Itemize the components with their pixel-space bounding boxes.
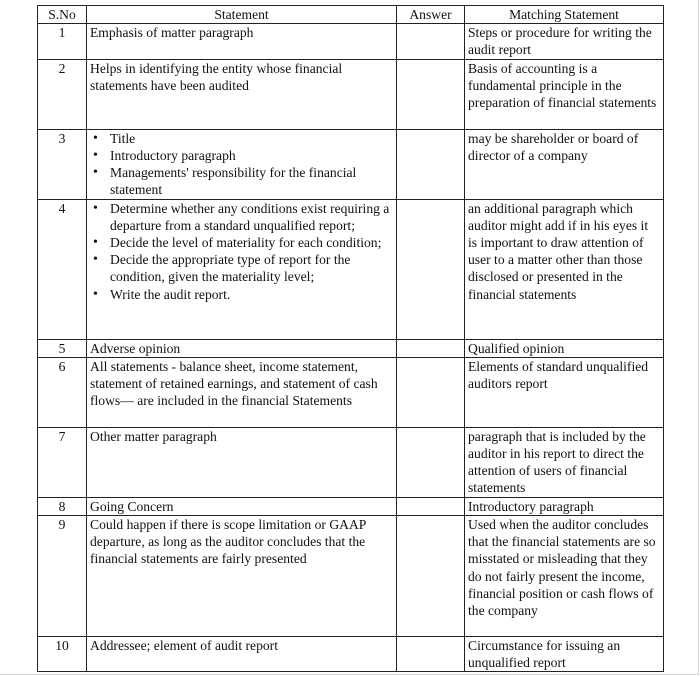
row-matching-statement: Basis of accounting is a fundamental principle in the preparation of financial statements [465, 59, 664, 129]
bullet-item: • Determine whether any conditions exist requiring a departure from a standard unqualified report; [110, 200, 393, 234]
table-row [38, 59, 664, 129]
row-statement: All statements - balance sheet, income statement, statement of retained earnings, and statement of cash flows— are included in the financial Statements [87, 357, 397, 427]
header-sno: S.No [38, 6, 87, 24]
row-sno: 8 [38, 497, 87, 515]
row-sno: 3 [38, 129, 87, 199]
bullet-item: • Title [110, 130, 393, 147]
row-matching-statement: Steps or procedure for writing the audit report [465, 24, 664, 59]
table-row [38, 357, 664, 427]
table-row [38, 427, 664, 497]
row-sno: 7 [38, 427, 87, 497]
bullet-item: • Managements' responsibility for the financial statement [110, 164, 393, 198]
row-answer[interactable] [397, 357, 465, 427]
table-row [38, 497, 664, 515]
row-statement: Could happen if there is scope limitation or GAAP departure, as long as the auditor concludes that the financial statements are fairly presented [87, 516, 397, 637]
row-statement: Adverse opinion [87, 339, 397, 357]
statement-bullet-list [90, 130, 393, 199]
row-statement: Helps in identifying the entity whose financial statements have been audited [87, 59, 397, 129]
row-answer[interactable] [397, 497, 465, 515]
header-row [38, 6, 664, 24]
bullet-item: • Decide the level of materiality for each condition; [110, 234, 393, 251]
table-row [38, 199, 664, 339]
header-matching-statement: Matching Statement [465, 6, 664, 24]
row-answer[interactable] [397, 339, 465, 357]
row-sno: 4 [38, 199, 87, 339]
row-statement: Addressee; element of audit report [87, 637, 397, 672]
table-row [38, 129, 664, 199]
row-sno: 1 [38, 24, 87, 59]
row-answer[interactable] [397, 199, 465, 339]
bullet-item: • Introductory paragraph [110, 147, 393, 164]
matching-table [37, 5, 664, 672]
header-statement: Statement [87, 6, 397, 24]
row-sno: 2 [38, 59, 87, 129]
table-row [38, 24, 664, 59]
row-statement [87, 129, 397, 199]
table-row [38, 637, 664, 672]
row-matching-statement: paragraph that is included by the auditor in his report to direct the attention of users of financial statements [465, 427, 664, 497]
table-row [38, 516, 664, 637]
row-sno: 5 [38, 339, 87, 357]
row-sno: 6 [38, 357, 87, 427]
row-matching-statement: Used when the auditor concludes that the financial statements are so misstated or misleading that they do not fairly present the income, financial position or cash flows of the company [465, 516, 664, 637]
row-sno: 9 [38, 516, 87, 637]
row-matching-statement: may be shareholder or board of director of a company [465, 129, 664, 199]
row-answer[interactable] [397, 129, 465, 199]
row-statement: Emphasis of matter paragraph [87, 24, 397, 59]
row-answer[interactable] [397, 516, 465, 637]
row-answer[interactable] [397, 637, 465, 672]
row-answer[interactable] [397, 24, 465, 59]
row-statement [87, 199, 397, 339]
row-sno: 10 [38, 637, 87, 672]
row-matching-statement: Introductory paragraph [465, 497, 664, 515]
header-answer: Answer [397, 6, 465, 24]
row-statement: Going Concern [87, 497, 397, 515]
row-matching-statement: an additional paragraph which auditor might add if in his eyes it is important to draw attention of user to a matter other than those disclosed or presented in the financial statements [465, 199, 664, 339]
table-row [38, 339, 664, 357]
bullet-item: • Write the audit report. [110, 286, 393, 303]
row-answer[interactable] [397, 427, 465, 497]
row-matching-statement: Qualified opinion [465, 339, 664, 357]
row-matching-statement: Elements of standard unqualified auditors report [465, 357, 664, 427]
bullet-item: • Decide the appropriate type of report for the condition, given the materiality level; [110, 251, 393, 285]
row-statement: Other matter paragraph [87, 427, 397, 497]
row-matching-statement: Circumstance for issuing an unqualified report [465, 637, 664, 672]
row-answer[interactable] [397, 59, 465, 129]
statement-bullet-list [90, 200, 393, 303]
